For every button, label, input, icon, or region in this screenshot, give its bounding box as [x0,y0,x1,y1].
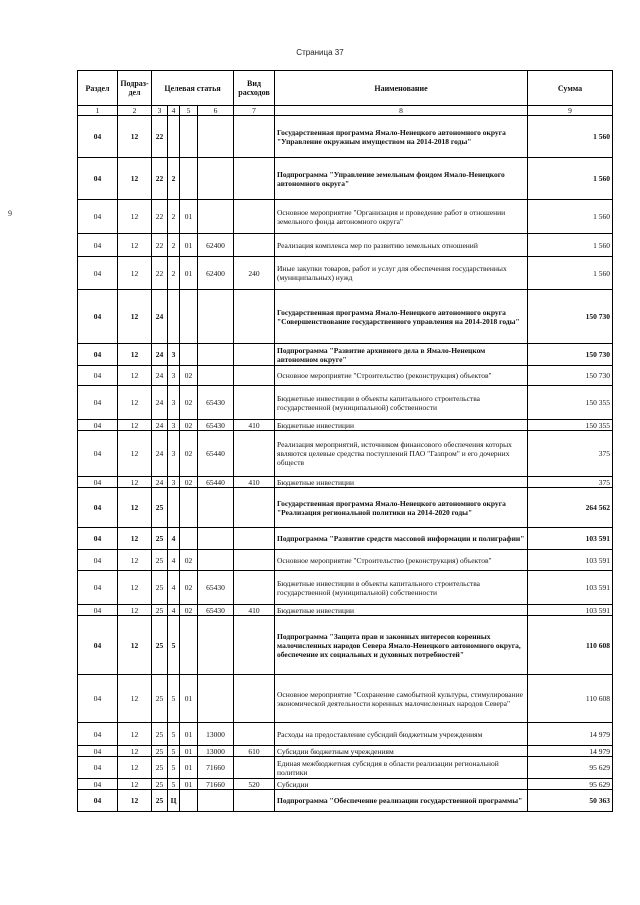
table-row [78,746,613,757]
cell-event: 02 [180,431,198,477]
cell-direction [198,675,234,723]
cell-sum: 14 979 [528,746,613,757]
cell-direction: 71660 [198,779,234,790]
cell-subprogram: 4 [168,571,180,605]
cell-event: 01 [180,757,198,779]
cell-program: 25 [152,571,168,605]
table-row [78,234,613,257]
cell-name: Государственная программа Ямало-Ненецкого автономного округа "Реализация региональной политики на 2014-2020 годы" [275,488,528,528]
cell-event [180,790,198,812]
cell-podrazdel: 12 [118,116,152,158]
cell-razdel: 04 [78,616,118,675]
cell-name: Реализация мероприятий, источником финансового обеспечения которых являются целевые средства поступлений ПАО "Газпром" и его дочерних обществ [275,431,528,477]
cell-sum: 103 591 [528,550,613,571]
cell-event: 01 [180,779,198,790]
cell-program: 25 [152,779,168,790]
cell-event: 01 [180,746,198,757]
cell-podrazdel: 12 [118,200,152,234]
cell-direction [198,528,234,550]
cell-razdel: 04 [78,675,118,723]
cell-direction: 13000 [198,723,234,746]
table-row [78,779,613,790]
cell-name: Иные закупки товаров, работ и услуг для обеспечения государственных (муниципальных) нужд [275,257,528,290]
table-row [78,344,613,366]
cell-subprogram: 3 [168,366,180,386]
cell-name: Бюджетные инвестиции [275,605,528,616]
cell-direction [198,290,234,344]
cell-name: Подпрограмма "Защита прав и законных интересов коренных малочисленных народов Севера Ямало-Ненецкого автономного округа, обеспечение их социальных и духовных потребностей" [275,616,528,675]
cell-direction [198,200,234,234]
cell-event [180,616,198,675]
cell-program: 24 [152,366,168,386]
header-razdel: Раздел [78,71,118,106]
column-number: 8 [275,106,528,116]
cell-razdel: 04 [78,488,118,528]
cell-program: 25 [152,605,168,616]
cell-sum: 150 730 [528,366,613,386]
cell-program: 25 [152,723,168,746]
cell-name: Субсидии [275,779,528,790]
cell-direction: 62400 [198,234,234,257]
cell-sum: 103 591 [528,571,613,605]
cell-podrazdel: 12 [118,528,152,550]
column-number: 7 [234,106,275,116]
cell-program: 22 [152,200,168,234]
cell-program: 24 [152,290,168,344]
cell-subprogram [168,290,180,344]
cell-program: 25 [152,616,168,675]
cell-sum: 95 629 [528,757,613,779]
cell-razdel: 04 [78,605,118,616]
cell-podrazdel: 12 [118,723,152,746]
cell-name: Подпрограмма "Развитие средств массовой информации и полиграфии" [275,528,528,550]
cell-podrazdel: 12 [118,675,152,723]
cell-sum: 150 355 [528,386,613,420]
cell-sum: 1 560 [528,158,613,200]
table-row [78,420,613,431]
page-label: Страница 37 [296,48,344,57]
cell-program: 24 [152,386,168,420]
cell-event: 02 [180,386,198,420]
cell-podrazdel: 12 [118,344,152,366]
cell-expense-type [234,158,275,200]
cell-podrazdel: 12 [118,616,152,675]
cell-direction [198,550,234,571]
cell-expense-type: 240 [234,257,275,290]
cell-razdel: 04 [78,477,118,488]
cell-program: 25 [152,528,168,550]
cell-program: 25 [152,757,168,779]
cell-podrazdel: 12 [118,571,152,605]
cell-podrazdel: 12 [118,605,152,616]
cell-sum: 1 560 [528,234,613,257]
table-row [78,790,613,812]
column-number: 5 [180,106,198,116]
cell-name: Бюджетные инвестиции [275,477,528,488]
cell-direction [198,116,234,158]
cell-sum: 1 560 [528,116,613,158]
cell-razdel: 04 [78,158,118,200]
cell-sum: 375 [528,431,613,477]
cell-podrazdel: 12 [118,746,152,757]
table-row [78,605,613,616]
cell-expense-type: 610 [234,746,275,757]
table-row [78,431,613,477]
cell-sum: 110 608 [528,616,613,675]
cell-razdel: 04 [78,790,118,812]
cell-program: 24 [152,420,168,431]
cell-subprogram: 3 [168,344,180,366]
cell-subprogram: 5 [168,616,180,675]
header-sum: Сумма [528,71,613,106]
cell-name: Бюджетные инвестиции в объекты капитального строительства государственной (муниципальной) собственности [275,571,528,605]
cell-razdel: 04 [78,290,118,344]
cell-expense-type [234,723,275,746]
cell-event: 01 [180,257,198,290]
cell-subprogram: 3 [168,431,180,477]
cell-direction [198,344,234,366]
column-number: 6 [198,106,234,116]
cell-sum: 110 608 [528,675,613,723]
cell-razdel: 04 [78,779,118,790]
cell-subprogram [168,488,180,528]
table-row [78,757,613,779]
cell-expense-type [234,488,275,528]
cell-program: 25 [152,550,168,571]
cell-name: Субсидии бюджетным учреждениям [275,746,528,757]
cell-direction: 71660 [198,757,234,779]
table-row [78,488,613,528]
cell-event: 02 [180,477,198,488]
cell-sum: 50 363 [528,790,613,812]
cell-event [180,290,198,344]
cell-expense-type [234,290,275,344]
table-row [78,158,613,200]
cell-expense-type [234,431,275,477]
cell-program: 25 [152,790,168,812]
cell-direction [198,488,234,528]
cell-razdel: 04 [78,344,118,366]
cell-subprogram: 2 [168,158,180,200]
cell-subprogram: Ц [168,790,180,812]
cell-expense-type [234,571,275,605]
cell-name: Основное мероприятие "Организация и проведение работ в отношении земельного фонда автономного округа" [275,200,528,234]
table-row [78,290,613,344]
table-row [78,257,613,290]
cell-event: 02 [180,366,198,386]
cell-program: 25 [152,746,168,757]
cell-subprogram: 3 [168,477,180,488]
cell-podrazdel: 12 [118,477,152,488]
cell-name: Основное мероприятие "Строительство (реконструкция) объектов" [275,550,528,571]
table-row [78,675,613,723]
cell-sum: 150 355 [528,420,613,431]
cell-podrazdel: 12 [118,290,152,344]
cell-razdel: 04 [78,116,118,158]
cell-razdel: 04 [78,386,118,420]
cell-podrazdel: 12 [118,366,152,386]
cell-podrazdel: 12 [118,757,152,779]
cell-name: Государственная программа Ямало-Ненецкого автономного округа "Совершенствование государственного управления на 2014-2018 годы" [275,290,528,344]
cell-program: 24 [152,344,168,366]
cell-event [180,528,198,550]
cell-name: Единая межбюджетная субсидия в области реализации региональной политики [275,757,528,779]
cell-direction [198,790,234,812]
table-row [78,616,613,675]
cell-program: 24 [152,477,168,488]
cell-expense-type [234,528,275,550]
cell-program: 22 [152,234,168,257]
cell-direction: 65440 [198,477,234,488]
cell-name: Основное мероприятие "Сохранение самобытной культуры, стимулирование экономической деятельности коренных малочисленных народов Севера" [275,675,528,723]
cell-podrazdel: 12 [118,158,152,200]
column-number: 9 [528,106,613,116]
cell-name: Бюджетные инвестиции [275,420,528,431]
table-row [78,550,613,571]
cell-podrazdel: 12 [118,779,152,790]
cell-expense-type [234,200,275,234]
cell-name: Основное мероприятие "Строительство (реконструкция) объектов" [275,366,528,386]
cell-direction: 65440 [198,431,234,477]
header-podrazdel: Подраз-дел [118,71,152,106]
column-number-row [78,106,613,116]
cell-program: 24 [152,431,168,477]
cell-razdel: 04 [78,757,118,779]
cell-expense-type [234,386,275,420]
cell-subprogram [168,116,180,158]
cell-razdel: 04 [78,746,118,757]
cell-podrazdel: 12 [118,257,152,290]
cell-razdel: 04 [78,234,118,257]
cell-expense-type [234,790,275,812]
cell-event [180,488,198,528]
cell-program: 25 [152,488,168,528]
cell-event [180,344,198,366]
cell-name: Расходы на предоставление субсидий бюджетным учреждениям [275,723,528,746]
cell-subprogram: 5 [168,779,180,790]
header-vid: Вид расходов [234,71,275,106]
cell-subprogram: 4 [168,528,180,550]
cell-podrazdel: 12 [118,790,152,812]
header-target: Целевая статья [152,71,234,106]
cell-razdel: 04 [78,257,118,290]
budget-table [77,70,613,812]
cell-expense-type [234,757,275,779]
cell-razdel: 04 [78,200,118,234]
cell-name: Реализация комплекса мер по развитию земельных отношений [275,234,528,257]
cell-event: 02 [180,420,198,431]
cell-direction: 65430 [198,605,234,616]
cell-direction [198,366,234,386]
cell-subprogram: 4 [168,605,180,616]
cell-subprogram: 4 [168,550,180,571]
cell-name: Подпрограмма "Развитие архивного дела в Ямало-Ненецком автономном округе" [275,344,528,366]
cell-subprogram: 5 [168,757,180,779]
cell-sum: 103 591 [528,605,613,616]
cell-program: 25 [152,675,168,723]
cell-expense-type: 520 [234,779,275,790]
cell-name: Подпрограмма "Обеспечение реализации государственной программы" [275,790,528,812]
column-number: 1 [78,106,118,116]
cell-sum: 14 979 [528,723,613,746]
cell-sum: 150 730 [528,290,613,344]
cell-sum: 150 730 [528,344,613,366]
cell-sum: 103 591 [528,528,613,550]
cell-event [180,158,198,200]
table-row [78,116,613,158]
cell-subprogram: 5 [168,675,180,723]
cell-direction: 65430 [198,571,234,605]
table-row [78,571,613,605]
cell-expense-type [234,116,275,158]
cell-sum: 375 [528,477,613,488]
cell-subprogram: 3 [168,386,180,420]
cell-name: Бюджетные инвестиции в объекты капитального строительства государственной (муниципальной) собственности [275,386,528,420]
cell-subprogram: 2 [168,200,180,234]
cell-expense-type: 410 [234,605,275,616]
cell-direction: 65430 [198,386,234,420]
cell-event: 01 [180,723,198,746]
cell-event: 02 [180,571,198,605]
header-name: Наименование [275,71,528,106]
cell-expense-type [234,550,275,571]
header-row [78,71,613,106]
cell-expense-type [234,366,275,386]
cell-expense-type [234,675,275,723]
cell-razdel: 04 [78,723,118,746]
cell-event: 02 [180,550,198,571]
cell-sum: 1 560 [528,257,613,290]
cell-event [180,116,198,158]
cell-name: Подпрограмма "Управление земельным фондом Ямало-Ненецкого автономного округа" [275,158,528,200]
column-number: 3 [152,106,168,116]
margin-mark: 9 [8,209,12,218]
cell-podrazdel: 12 [118,431,152,477]
table-row [78,528,613,550]
cell-podrazdel: 12 [118,488,152,528]
cell-name: Государственная программа Ямало-Ненецкого автономного округа "Управление окружным имуществом на 2014-2018 годы" [275,116,528,158]
table-row [78,477,613,488]
table-row [78,200,613,234]
cell-podrazdel: 12 [118,234,152,257]
cell-direction [198,158,234,200]
cell-subprogram: 2 [168,234,180,257]
cell-sum: 264 562 [528,488,613,528]
cell-event: 01 [180,200,198,234]
cell-direction: 13000 [198,746,234,757]
cell-sum: 95 629 [528,779,613,790]
cell-event: 02 [180,605,198,616]
cell-expense-type: 410 [234,420,275,431]
cell-razdel: 04 [78,550,118,571]
cell-direction: 62400 [198,257,234,290]
cell-razdel: 04 [78,366,118,386]
cell-subprogram: 5 [168,746,180,757]
cell-event: 01 [180,675,198,723]
cell-expense-type [234,344,275,366]
cell-direction [198,616,234,675]
cell-direction: 65430 [198,420,234,431]
cell-podrazdel: 12 [118,550,152,571]
cell-razdel: 04 [78,528,118,550]
cell-event: 01 [180,234,198,257]
cell-subprogram: 2 [168,257,180,290]
cell-razdel: 04 [78,420,118,431]
cell-expense-type [234,616,275,675]
table-row [78,366,613,386]
cell-program: 22 [152,257,168,290]
cell-program: 22 [152,158,168,200]
cell-subprogram: 5 [168,723,180,746]
cell-subprogram: 3 [168,420,180,431]
column-number: 4 [168,106,180,116]
table-row [78,386,613,420]
table-row [78,723,613,746]
cell-sum: 1 560 [528,200,613,234]
cell-podrazdel: 12 [118,386,152,420]
column-number: 2 [118,106,152,116]
cell-expense-type: 410 [234,477,275,488]
cell-podrazdel: 12 [118,420,152,431]
cell-razdel: 04 [78,431,118,477]
cell-program: 22 [152,116,168,158]
cell-razdel: 04 [78,571,118,605]
cell-expense-type [234,234,275,257]
